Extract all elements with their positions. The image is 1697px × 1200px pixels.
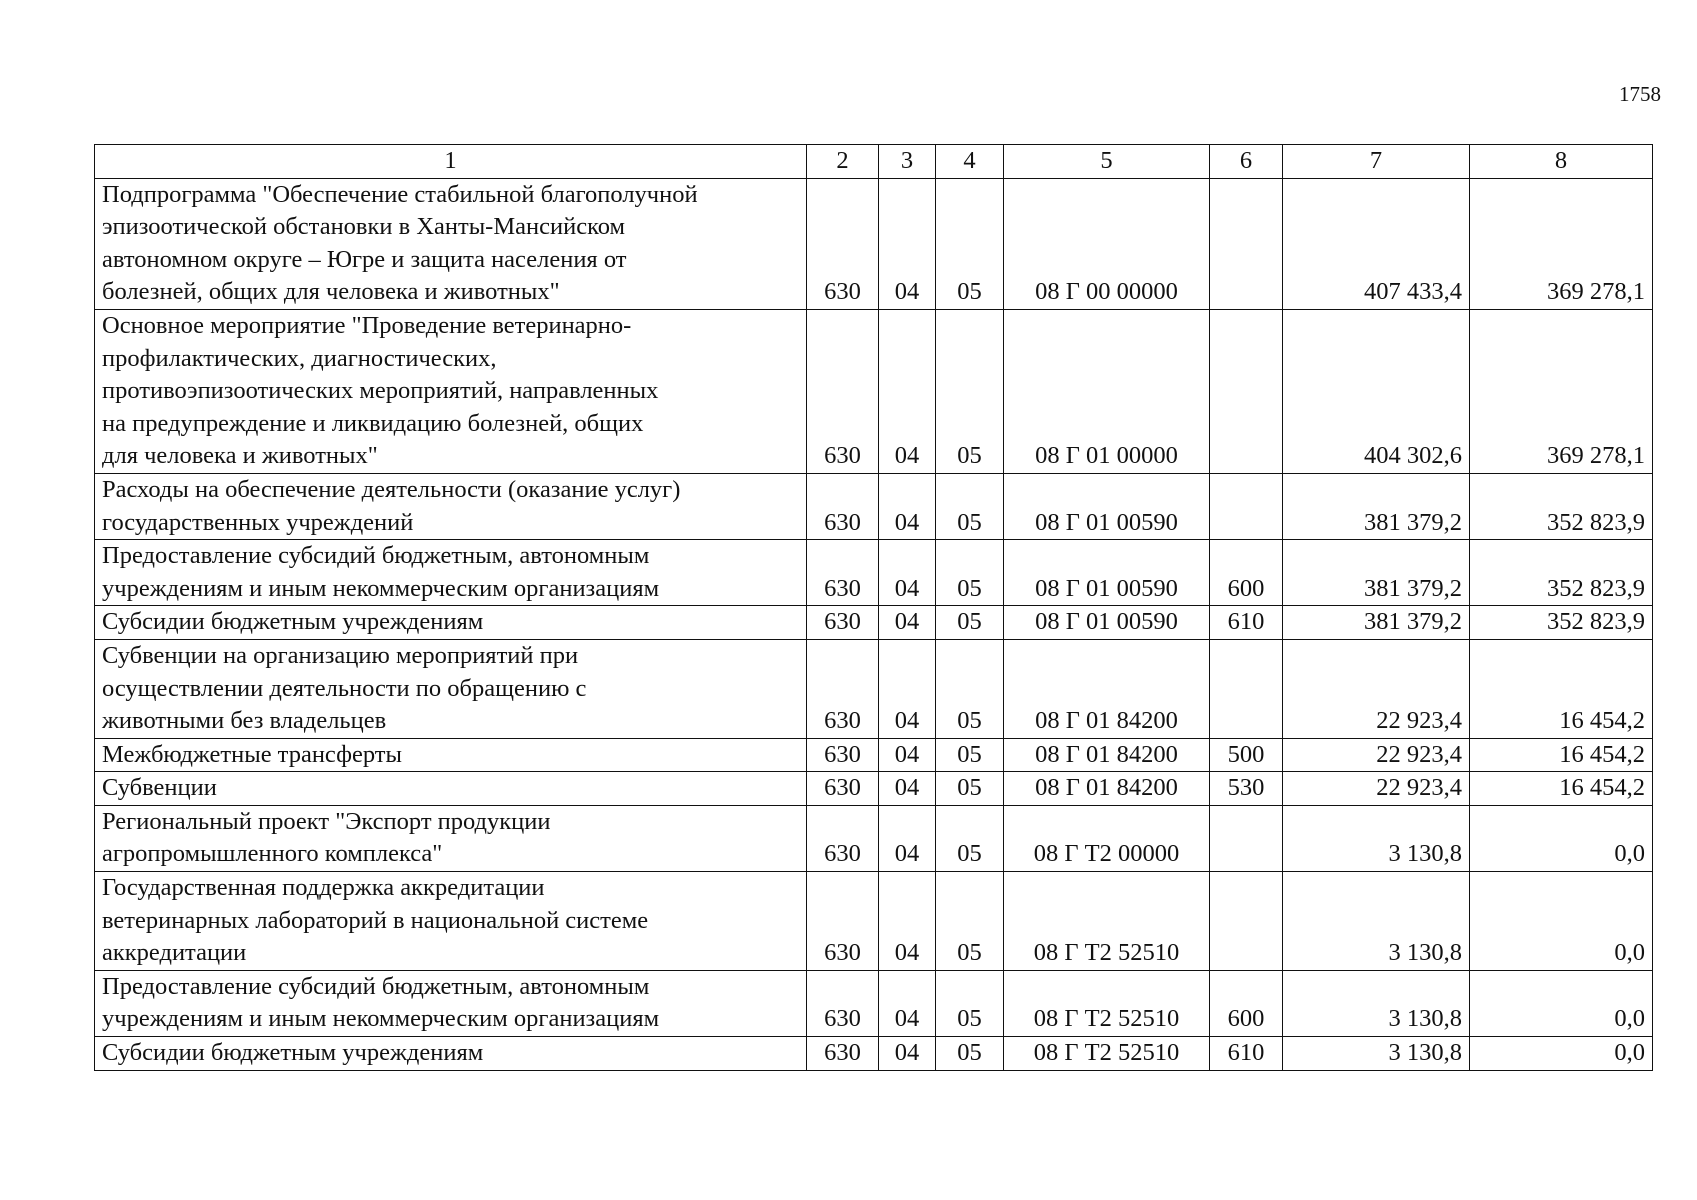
table-row (95, 639, 1653, 738)
cell-name-line: агропромышленного комплекса" (102, 840, 443, 868)
cell-code-630: 630 (807, 639, 879, 738)
cell-amount-year-1: 22 923,4 (1283, 772, 1470, 806)
cell-name (95, 805, 807, 871)
cell-target-article: 08 Г 01 84200 (1004, 772, 1210, 806)
cell-amount-year-1: 381 379,2 (1283, 540, 1470, 606)
cell-target-article: 08 Г T2 52510 (1004, 970, 1210, 1036)
column-header-3: 3 (879, 145, 936, 179)
cell-name-line: государственных учреждений (102, 508, 414, 536)
cell-target-article: 08 Г T2 52510 (1004, 872, 1210, 971)
cell-amount-year-1: 404 302,6 (1283, 309, 1470, 473)
cell-section: 04 (879, 540, 936, 606)
cell-target-article: 08 Г 01 84200 (1004, 738, 1210, 772)
cell-section: 04 (879, 772, 936, 806)
cell-name-line: для человека и животных" (102, 442, 378, 470)
cell-name-line: Субвенции (102, 774, 217, 802)
cell-section: 04 (879, 178, 936, 309)
cell-section: 04 (879, 606, 936, 640)
cell-section: 04 (879, 970, 936, 1036)
cell-expense-type (1210, 309, 1283, 473)
table-row (95, 872, 1653, 971)
cell-subsection: 05 (936, 639, 1004, 738)
cell-amount-year-2: 16 454,2 (1470, 738, 1653, 772)
cell-name-line: Субвенции на организацию мероприятий при (102, 641, 579, 669)
cell-name-line: осуществлении деятельности по обращению с (102, 674, 587, 702)
table-row (95, 309, 1653, 473)
cell-code-630: 630 (807, 805, 879, 871)
table-row (95, 772, 1653, 806)
cell-name-line: ветеринарных лабораторий в национальной системе (102, 906, 649, 934)
cell-name-line: Субсидии бюджетным учреждениям (102, 1039, 484, 1067)
cell-amount-year-2: 0,0 (1470, 1037, 1653, 1071)
cell-code-630: 630 (807, 738, 879, 772)
table-row (95, 738, 1653, 772)
cell-amount-year-1: 3 130,8 (1283, 872, 1470, 971)
cell-amount-year-2: 16 454,2 (1470, 772, 1653, 806)
column-header-7: 7 (1283, 145, 1470, 179)
cell-amount-year-2: 369 278,1 (1470, 178, 1653, 309)
table-row (95, 970, 1653, 1036)
cell-amount-year-1: 22 923,4 (1283, 639, 1470, 738)
cell-amount-year-2: 352 823,9 (1470, 473, 1653, 539)
cell-name (95, 606, 807, 640)
column-header-1: 1 (95, 145, 807, 179)
cell-section: 04 (879, 309, 936, 473)
cell-subsection: 05 (936, 772, 1004, 806)
column-header-5: 5 (1004, 145, 1210, 179)
cell-target-article: 08 Г 01 84200 (1004, 639, 1210, 738)
cell-expense-type: 500 (1210, 738, 1283, 772)
cell-subsection: 05 (936, 872, 1004, 971)
cell-code-630: 630 (807, 606, 879, 640)
cell-section: 04 (879, 473, 936, 539)
cell-name-line: болезней, общих для человека и животных" (102, 278, 560, 306)
cell-name (95, 178, 807, 309)
page-number: 1758 (1619, 82, 1661, 106)
cell-expense-type (1210, 178, 1283, 309)
cell-amount-year-1: 3 130,8 (1283, 1037, 1470, 1071)
header-row (95, 145, 1653, 179)
table-row (95, 1037, 1653, 1071)
budget-table (94, 144, 1653, 1071)
cell-subsection: 05 (936, 540, 1004, 606)
cell-subsection: 05 (936, 473, 1004, 539)
cell-amount-year-2: 0,0 (1470, 805, 1653, 871)
cell-subsection: 05 (936, 606, 1004, 640)
cell-name (95, 738, 807, 772)
table-body (95, 178, 1653, 1070)
cell-target-article: 08 Г 01 00000 (1004, 309, 1210, 473)
cell-name-line: на предупреждение и ликвидацию болезней, общих (102, 409, 644, 437)
cell-code-630: 630 (807, 970, 879, 1036)
cell-expense-type: 530 (1210, 772, 1283, 806)
cell-amount-year-1: 22 923,4 (1283, 738, 1470, 772)
cell-amount-year-2: 0,0 (1470, 970, 1653, 1036)
cell-amount-year-2: 352 823,9 (1470, 540, 1653, 606)
cell-name-line: Основное мероприятие "Проведение ветеринарно- (102, 311, 632, 339)
cell-subsection: 05 (936, 1037, 1004, 1071)
cell-code-630: 630 (807, 473, 879, 539)
cell-name-line: эпизоотической обстановки в Ханты-Мансийском (102, 213, 626, 241)
cell-name (95, 772, 807, 806)
cell-code-630: 630 (807, 309, 879, 473)
table-row (95, 805, 1653, 871)
cell-subsection: 05 (936, 309, 1004, 473)
cell-section: 04 (879, 738, 936, 772)
cell-name-line: Региональный проект "Экспорт продукции (102, 807, 551, 835)
column-header-2: 2 (807, 145, 879, 179)
cell-amount-year-2: 0,0 (1470, 872, 1653, 971)
cell-code-630: 630 (807, 772, 879, 806)
cell-subsection: 05 (936, 738, 1004, 772)
cell-name-line: Подпрограмма "Обеспечение стабильной благополучной (102, 180, 698, 208)
cell-name-line: противоэпизоотических мероприятий, направленных (102, 377, 659, 405)
cell-amount-year-1: 407 433,4 (1283, 178, 1470, 309)
cell-name (95, 970, 807, 1036)
cell-target-article: 08 Г 01 00590 (1004, 606, 1210, 640)
cell-name (95, 872, 807, 971)
cell-name-line: Предоставление субсидий бюджетным, автономным (102, 542, 650, 570)
cell-subsection: 05 (936, 970, 1004, 1036)
cell-name-line: учреждениям и иным некоммерческим организациям (102, 1005, 660, 1033)
cell-name (95, 309, 807, 473)
cell-amount-year-1: 3 130,8 (1283, 970, 1470, 1036)
cell-name-line: Государственная поддержка аккредитации (102, 874, 545, 902)
column-header-8: 8 (1470, 145, 1653, 179)
cell-section: 04 (879, 1037, 936, 1071)
cell-name (95, 540, 807, 606)
cell-expense-type (1210, 805, 1283, 871)
cell-expense-type: 610 (1210, 1037, 1283, 1071)
column-header-6: 6 (1210, 145, 1283, 179)
table-row (95, 606, 1653, 640)
cell-target-article: 08 Г 00 00000 (1004, 178, 1210, 309)
cell-expense-type: 600 (1210, 970, 1283, 1036)
table-row (95, 178, 1653, 309)
cell-amount-year-1: 381 379,2 (1283, 473, 1470, 539)
cell-code-630: 630 (807, 540, 879, 606)
cell-amount-year-1: 381 379,2 (1283, 606, 1470, 640)
table-row (95, 473, 1653, 539)
cell-name-line: Расходы на обеспечение деятельности (оказание услуг) (102, 475, 681, 503)
cell-section: 04 (879, 805, 936, 871)
cell-amount-year-2: 369 278,1 (1470, 309, 1653, 473)
cell-expense-type (1210, 872, 1283, 971)
cell-target-article: 08 Г T2 52510 (1004, 1037, 1210, 1071)
cell-section: 04 (879, 639, 936, 738)
cell-amount-year-1: 3 130,8 (1283, 805, 1470, 871)
cell-expense-type (1210, 473, 1283, 539)
cell-expense-type: 600 (1210, 540, 1283, 606)
cell-name-line: аккредитации (102, 939, 247, 967)
cell-name (95, 639, 807, 738)
cell-name-line: Предоставление субсидий бюджетным, автономным (102, 972, 650, 1000)
cell-target-article: 08 Г 01 00590 (1004, 473, 1210, 539)
cell-subsection: 05 (936, 805, 1004, 871)
cell-code-630: 630 (807, 872, 879, 971)
table-row (95, 540, 1653, 606)
cell-name-line: Межбюджетные трансферты (102, 740, 402, 768)
cell-name-line: автономном округе – Югре и защита населения от (102, 245, 627, 273)
cell-code-630: 630 (807, 1037, 879, 1071)
cell-amount-year-2: 16 454,2 (1470, 639, 1653, 738)
cell-expense-type (1210, 639, 1283, 738)
cell-name (95, 1037, 807, 1071)
cell-name-line: животными без владельцев (102, 707, 387, 735)
cell-target-article: 08 Г T2 00000 (1004, 805, 1210, 871)
cell-amount-year-2: 352 823,9 (1470, 606, 1653, 640)
cell-code-630: 630 (807, 178, 879, 309)
cell-target-article: 08 Г 01 00590 (1004, 540, 1210, 606)
cell-name (95, 473, 807, 539)
column-header-4: 4 (936, 145, 1004, 179)
cell-name-line: Субсидии бюджетным учреждениям (102, 608, 484, 636)
cell-name-line: профилактических, диагностических, (102, 344, 497, 372)
cell-subsection: 05 (936, 178, 1004, 309)
cell-section: 04 (879, 872, 936, 971)
cell-name-line: учреждениям и иным некоммерческим организациям (102, 574, 660, 602)
cell-expense-type: 610 (1210, 606, 1283, 640)
